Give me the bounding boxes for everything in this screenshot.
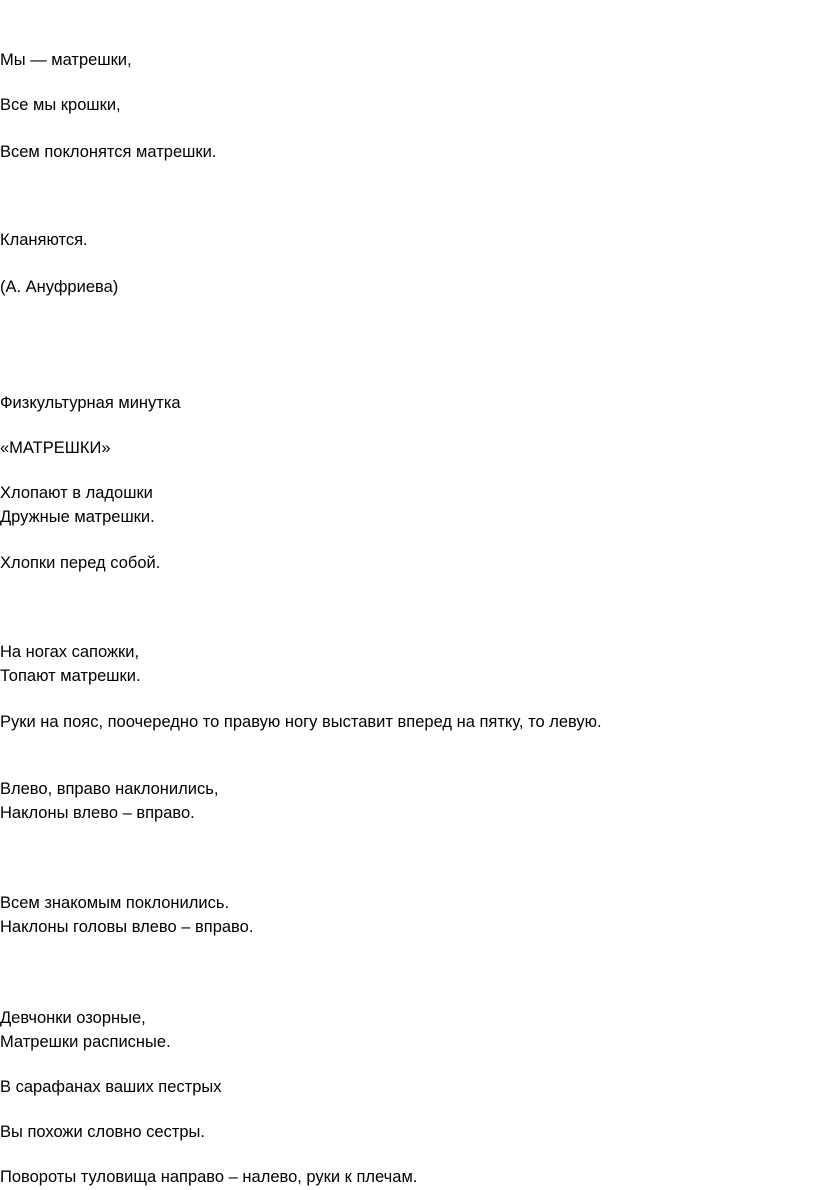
verse-line: Всем знакомым поклонились. — [0, 894, 230, 912]
poem-line-3: Всем поклонятся матрешки. — [0, 143, 217, 161]
poem-line-2: Все мы крошки, — [0, 96, 121, 114]
verse-line: На ногах сапожки, — [0, 643, 140, 661]
instruction-line: Повороты туловища направо – налево, руки к плечам. — [0, 1168, 418, 1186]
verse-line: Вы похожи словно сестры. — [0, 1123, 206, 1141]
verse-line: Девчонки озорные, — [0, 1009, 146, 1027]
poem-line-1: Мы — матрешки, — [0, 51, 132, 69]
verse-line: В сарафанах ваших пестрых — [0, 1078, 222, 1096]
section-heading: Физкультурная минутка — [0, 394, 181, 412]
verse-line: Влево, вправо наклонились, — [0, 780, 219, 798]
verse-line: Хлопают в ладошки — [0, 484, 153, 502]
verse-line: Топают матрешки. — [0, 667, 141, 685]
instruction-line: Наклоны головы влево – вправо. — [0, 918, 254, 936]
instruction-line: Руки на пояс, поочередно то правую ногу выставит вперед на пятку, то левую. — [0, 713, 602, 731]
verse-line: Дружные матрешки. — [0, 508, 155, 526]
author-credit: (А. Ануфриева) — [0, 278, 119, 296]
stage-direction: Кланяются. — [0, 231, 88, 249]
instruction-line: Хлопки перед собой. — [0, 554, 161, 572]
verse-line: Матрешки расписные. — [0, 1033, 171, 1051]
section-title: «МАТРЕШКИ» — [0, 439, 111, 457]
instruction-line: Наклоны влево – вправо. — [0, 804, 195, 822]
